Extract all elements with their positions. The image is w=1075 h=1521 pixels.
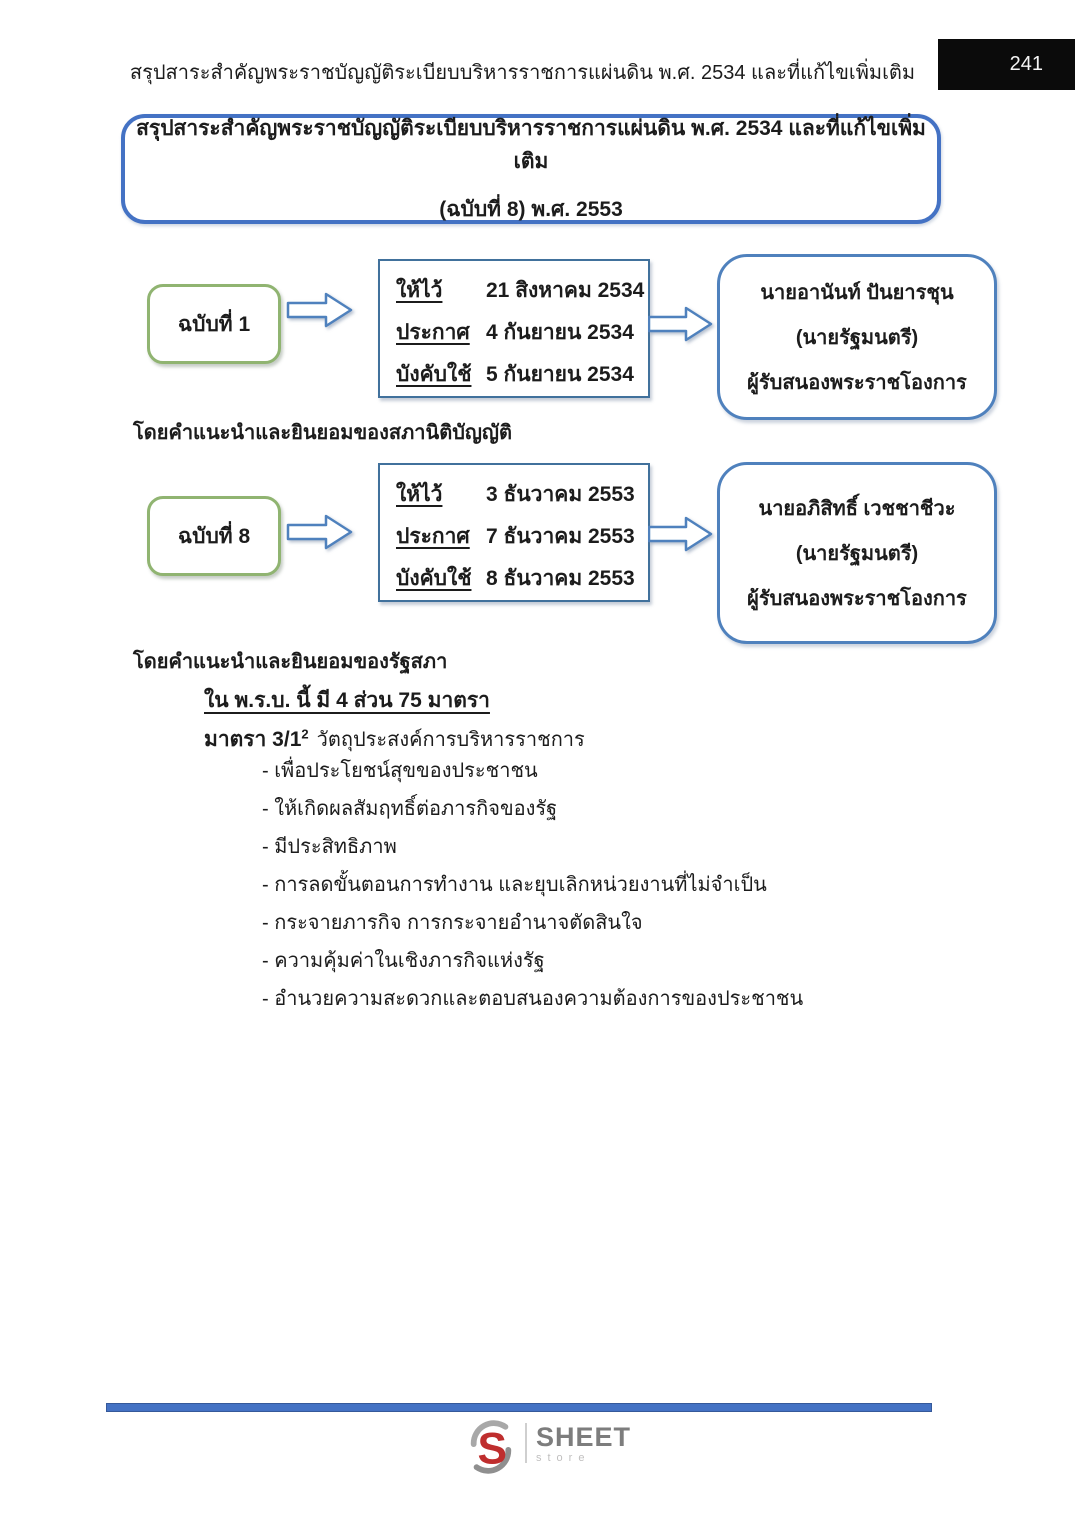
page-header-text: สรุปสาระสำคัญพระราชบัญญัติระเบียบบริหารราชการแผ่นดิน พ.ศ. 2534 และที่แก้ไขเพิ่มเติม <box>129 62 916 84</box>
advice-note-1: โดยคำแนะนำและยินยอมของสภานิติบัญญัติ <box>133 422 512 444</box>
objectives-list <box>262 752 803 1018</box>
date-value: 8 ธันวาคม 2553 <box>486 567 635 590</box>
date-label: ประกาศ <box>396 321 470 344</box>
footer-divider-bar <box>106 1403 932 1412</box>
title-line-2: (ฉบับที่ 8) พ.ศ. 2553 <box>439 198 623 221</box>
section-superscript: 2 <box>301 726 309 742</box>
objective-item: - ให้เกิดผลสัมฤทธิ์ต่อภารกิจของรัฐ <box>262 798 558 820</box>
objective-item: - ความคุ้มค่าในเชิงภารกิจแห่งรัฐ <box>262 950 545 972</box>
logo-text <box>536 1419 631 1464</box>
brand-subtitle: store <box>536 1452 591 1464</box>
signer-title: (นายรัฐมนตรี) <box>795 543 919 565</box>
act-structure-line: ใน พ.ร.บ. นี้ มี 4 ส่วน 75 มาตรา <box>204 689 490 712</box>
signer-title: (นายรัฐมนตรี) <box>795 327 919 349</box>
date-label: บังคับใช้ <box>396 363 472 386</box>
edition-1-signer-box <box>717 254 997 420</box>
signer-name: นายอานันท์ ปันยารชุน <box>760 282 954 304</box>
date-row <box>396 562 648 595</box>
edition-1-dates-box <box>378 259 650 398</box>
edition-8-label: ฉบับที่ 8 <box>177 524 251 548</box>
sheetstore-logo <box>466 1419 631 1475</box>
block-arrow-icon <box>648 305 714 343</box>
section-title: วัตถุประสงค์การบริหารราชการ <box>316 729 585 751</box>
date-label: ให้ไว้ <box>396 279 443 302</box>
edition-1-label-box <box>147 284 281 364</box>
objective-item: - การลดขั้นตอนการทำงาน และยุบเลิกหน่วยงานที่ไม่จำเป็น <box>262 874 767 896</box>
objective-item: - กระจายภารกิจ การกระจายอำนาจตัดสินใจ <box>262 912 643 934</box>
date-value: 7 ธันวาคม 2553 <box>486 525 635 548</box>
svg-text:S: S <box>477 1424 508 1474</box>
signer-role: ผู้รับสนองพระราชโองการ <box>747 372 967 394</box>
brand-name: SHEET <box>536 1422 632 1452</box>
date-row <box>396 478 648 511</box>
edition-8-label-box <box>147 496 281 576</box>
edition-8-signer-box <box>717 462 997 644</box>
objective-item: - อำนวยความสะดวกและตอบสนองความต้องการของประชาชน <box>262 988 804 1010</box>
advice-note-2: โดยคำแนะนำและยินยอมของรัฐสภา <box>133 651 448 673</box>
block-arrow-icon <box>286 291 354 329</box>
title-box <box>121 114 941 224</box>
objective-item: - มีประสิทธิภาพ <box>262 836 397 858</box>
date-value: 3 ธันวาคม 2553 <box>486 483 635 506</box>
title-line-1: สรุปสาระสำคัญพระราชบัญญัติระเบียบบริหารราชการแผ่นดิน พ.ศ. 2534 และที่แก้ไขเพิ่มเติม <box>136 117 926 173</box>
date-value: 5 กันยายน 2534 <box>486 363 634 386</box>
date-row <box>396 358 648 391</box>
section-label: มาตรา 3/1 <box>204 728 302 751</box>
date-value: 21 สิงหาคม 2534 <box>486 279 645 302</box>
edition-8-dates-box <box>378 463 650 602</box>
signer-role: ผู้รับสนองพระราชโองการ <box>747 588 967 610</box>
logo-divider <box>525 1423 527 1463</box>
signer-name: นายอภิสิทธิ์ เวชชาชีวะ <box>758 498 956 520</box>
date-label: บังคับใช้ <box>396 567 472 590</box>
date-row <box>396 274 648 307</box>
date-value: 4 กันยายน 2534 <box>486 321 634 344</box>
block-arrow-icon <box>648 515 714 553</box>
objective-item: - เพื่อประโยชน์สุขของประชาชน <box>262 760 538 782</box>
date-row <box>396 316 648 349</box>
date-label: ให้ไว้ <box>396 483 443 506</box>
page-number-badge: 241 <box>938 39 1075 90</box>
edition-1-label: ฉบับที่ 1 <box>177 312 251 336</box>
date-row <box>396 520 648 553</box>
block-arrow-icon <box>286 513 354 551</box>
date-label: ประกาศ <box>396 525 470 548</box>
s-logo-icon <box>466 1419 516 1475</box>
